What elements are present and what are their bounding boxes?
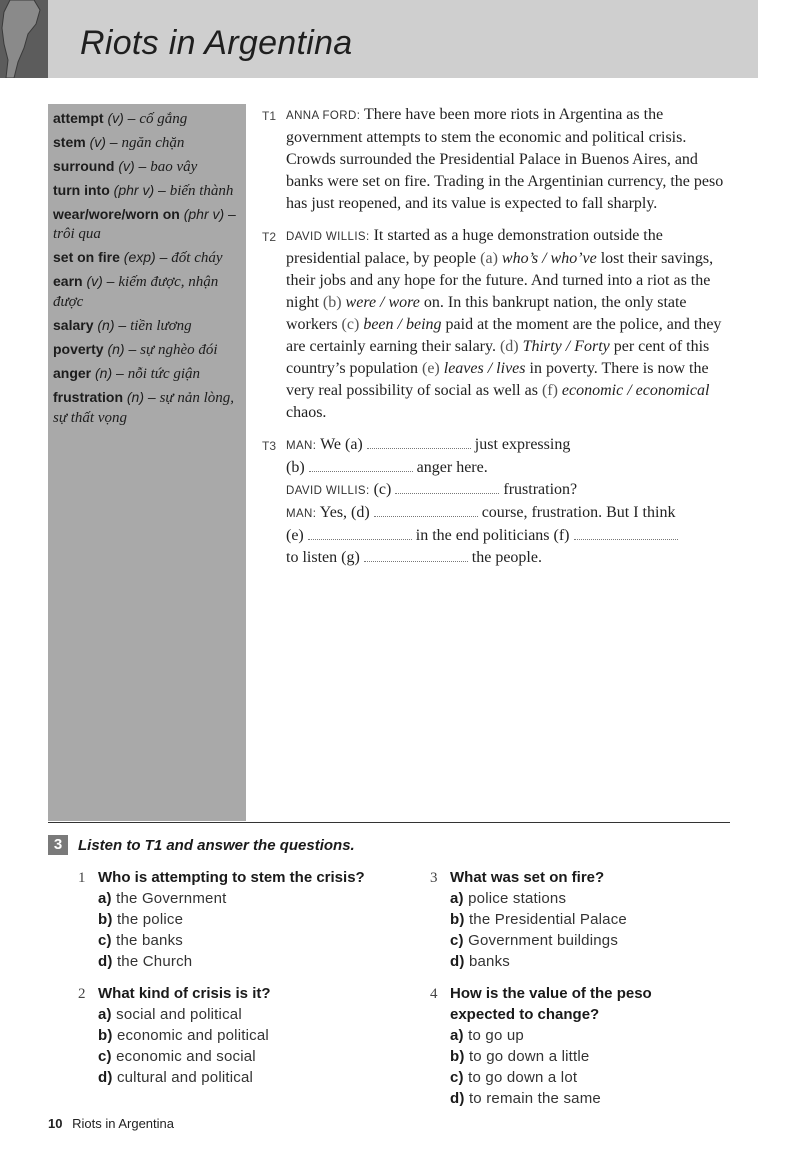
vocab-item xyxy=(53,157,242,177)
vocab-meaning: bao vây xyxy=(150,159,198,175)
vocab-meaning: ngăn chặn xyxy=(121,135,185,151)
answer-option[interactable] xyxy=(450,1046,690,1067)
transcript-text: per cent of this country’s population xyxy=(286,338,710,377)
vocab-term: salary xyxy=(53,317,94,333)
vocab-item xyxy=(53,364,242,384)
option-letter: b) xyxy=(98,1027,113,1044)
vocab-pos: (n) xyxy=(95,365,113,381)
question-text: What was set on fire? xyxy=(450,869,605,886)
question-4 xyxy=(430,983,690,1109)
blank-c[interactable] xyxy=(395,483,499,494)
answer-option[interactable] xyxy=(450,888,750,909)
south-america-map-image xyxy=(0,0,48,78)
word-choice-b: were / wore xyxy=(345,294,420,311)
word-choice-e: leaves / lives xyxy=(443,360,526,377)
line-text: just expressing xyxy=(474,436,571,453)
option-text: cultural and political xyxy=(116,1069,254,1086)
line-text: course, frustration. But I think xyxy=(481,504,676,521)
vocab-term: earn xyxy=(53,273,83,289)
option-text: to remain the same xyxy=(468,1090,601,1107)
blank-a[interactable] xyxy=(367,438,471,449)
vocab-separator: – xyxy=(224,206,236,222)
vocab-item xyxy=(53,181,242,201)
exercise-number-badge: 3 xyxy=(48,835,68,855)
vocab-item xyxy=(53,272,242,312)
transcript-text: paid at the moment are the police, and they are certainly earning their salary. xyxy=(286,316,722,355)
speaker-name: ANNA FORD: xyxy=(286,110,361,122)
page-title: Riots in Argentina xyxy=(80,24,353,62)
blank-d[interactable] xyxy=(374,506,478,517)
word-choice-d: Thirty / Forty xyxy=(522,338,610,355)
question-number: 4 xyxy=(430,986,438,1002)
option-letter: c) xyxy=(98,932,112,949)
option-text: police stations xyxy=(468,890,567,907)
answer-option[interactable] xyxy=(98,1046,398,1067)
transcripts xyxy=(262,104,724,579)
vocab-meaning: tiền lương xyxy=(130,318,192,334)
dialogue-line xyxy=(286,479,724,502)
transcript-t2 xyxy=(262,225,724,424)
transcript-t3 xyxy=(262,434,724,569)
vocab-meaning: sự nghèo đói xyxy=(140,342,218,358)
word-choice-c: been / being xyxy=(363,316,442,333)
option-letter: d) xyxy=(98,1069,113,1086)
choice-label: (b) xyxy=(322,294,342,311)
answer-option[interactable] xyxy=(98,888,398,909)
vocab-pos: (v) xyxy=(107,110,124,126)
transcript-text: It started as a huge demonstration outside the presidential palace, by people xyxy=(286,227,663,267)
vocab-item xyxy=(53,388,242,428)
question-text: What kind of crisis is it? xyxy=(98,985,271,1002)
vocab-item xyxy=(53,133,242,153)
option-letter: c) xyxy=(450,932,464,949)
vocab-separator: – xyxy=(124,341,141,357)
line-text: (b) xyxy=(286,459,305,476)
answer-option[interactable] xyxy=(450,951,750,972)
vocab-item xyxy=(53,109,242,129)
question-2 xyxy=(78,983,398,1088)
line-text: the people. xyxy=(471,549,542,566)
option-text: to go down a little xyxy=(468,1048,590,1065)
choice-label: (a) xyxy=(480,250,498,267)
speaker-name: MAN: xyxy=(286,440,317,452)
option-text: the Church xyxy=(116,953,193,970)
vocab-term: poverty xyxy=(53,341,104,357)
vocab-pos: (n) xyxy=(107,341,125,357)
vocab-pos: (v) xyxy=(89,134,106,150)
option-letter: a) xyxy=(98,1006,112,1023)
vocab-separator: – xyxy=(105,134,122,150)
option-text: social and political xyxy=(116,1006,242,1023)
vocab-meaning: đốt cháy xyxy=(171,250,223,266)
transcript-text: lost their savings, their jobs and any hope for the future. And turned into a riot as the night xyxy=(286,250,714,311)
title-banner xyxy=(0,0,758,78)
vocab-pos: (v) xyxy=(118,158,135,174)
option-text: the Presidential Palace xyxy=(468,911,627,928)
line-text: (c) xyxy=(373,481,392,498)
option-text: the banks xyxy=(116,932,183,949)
question-1 xyxy=(78,867,398,972)
transcript-text: on. In this bankrupt nation, the only state workers xyxy=(286,294,687,333)
question-number: 3 xyxy=(430,870,438,886)
line-text: in the end politicians (f) xyxy=(415,527,570,544)
transcript-text: in poverty. There is now the very real possibility of social as well as xyxy=(286,360,709,399)
answer-option[interactable] xyxy=(98,951,398,972)
line-text: frustration? xyxy=(503,481,578,498)
speaker-name: DAVID WILLIS: xyxy=(286,485,370,497)
answer-option[interactable] xyxy=(450,1088,690,1109)
running-title: Riots in Argentina xyxy=(72,1116,174,1131)
choice-label: (d) xyxy=(499,338,519,355)
option-letter: c) xyxy=(98,1048,112,1065)
vocab-separator: – xyxy=(123,110,140,126)
answer-option[interactable] xyxy=(98,1025,398,1046)
option-letter: c) xyxy=(450,1069,464,1086)
dialogue-line xyxy=(286,525,724,547)
line-text: to listen (g) xyxy=(286,549,360,566)
answer-option[interactable] xyxy=(450,930,750,951)
word-choice-a: who’s / who’ve xyxy=(501,250,597,267)
answer-option[interactable] xyxy=(98,1067,398,1088)
question-text: Who is attempting to stem the crisis? xyxy=(98,869,365,886)
vocab-pos: (exp) xyxy=(123,249,156,265)
choice-label: (e) xyxy=(421,360,440,377)
option-letter: a) xyxy=(450,890,464,907)
vocab-term: attempt xyxy=(53,110,104,126)
vocab-meaning: trôi qua xyxy=(53,226,101,242)
vocab-separator: – xyxy=(144,389,160,405)
word-choice-f: economic / economical xyxy=(561,382,710,399)
vocab-meaning: sự nản lòng, sự thất vọng xyxy=(53,390,235,426)
option-text: economic and social xyxy=(116,1048,256,1065)
question-text: How is the value of the peso expected to change? xyxy=(450,985,652,1023)
answer-option[interactable] xyxy=(98,930,398,951)
option-text: economic and political xyxy=(116,1027,269,1044)
option-text: Government buildings xyxy=(468,932,619,949)
vocab-pos: (phr v) xyxy=(183,206,225,222)
vocab-term: anger xyxy=(53,365,92,381)
vocab-separator: – xyxy=(155,249,172,265)
answer-option[interactable] xyxy=(450,1025,690,1046)
vocab-separator: – xyxy=(154,182,170,198)
option-text: to go up xyxy=(468,1027,524,1044)
option-letter: a) xyxy=(450,1027,464,1044)
vocabulary-list xyxy=(48,104,246,428)
transcript-text: There have been more riots in Argentina as the government attempts to stem the economic and political crisis. Crowds surrounded the Presidential Palace in Buenos Aires, and banks were set on fire. Trading in the Argentinian currency, the peso has just reopened, and its value is expected to fall sharply. xyxy=(286,106,724,212)
vocab-separator: – xyxy=(102,273,119,289)
option-letter: d) xyxy=(450,1090,465,1107)
vocab-meaning: kiếm được, nhận được xyxy=(53,274,219,310)
question-number: 1 xyxy=(78,870,86,886)
vocab-term: stem xyxy=(53,134,86,150)
transcript-t1 xyxy=(262,104,724,215)
vocab-pos: (phr v) xyxy=(113,182,155,198)
option-text: to go down a lot xyxy=(468,1069,578,1086)
question-number: 2 xyxy=(78,986,86,1002)
line-text: (e) xyxy=(286,527,304,544)
vocab-term: surround xyxy=(53,158,115,174)
answer-option[interactable] xyxy=(98,909,398,930)
vocab-meaning: biến thành xyxy=(169,183,234,199)
vocab-meaning: nỗi tức giận xyxy=(127,366,201,382)
vocab-item xyxy=(53,316,242,336)
vocab-term: set on fire xyxy=(53,249,120,265)
page-number: 10 xyxy=(48,1116,63,1131)
line-text: We (a) xyxy=(320,436,363,453)
vocab-pos: (n) xyxy=(97,317,115,333)
blank-g[interactable] xyxy=(364,551,468,562)
vocab-term: wear/wore/worn on xyxy=(53,206,180,222)
vocab-item xyxy=(53,248,242,268)
option-letter: b) xyxy=(450,1048,465,1065)
blank-b[interactable] xyxy=(309,461,413,472)
blank-e[interactable] xyxy=(308,529,412,540)
answer-option[interactable] xyxy=(98,1004,398,1025)
section-divider xyxy=(48,822,730,823)
speaker-name: DAVID WILLIS: xyxy=(286,231,370,243)
dialogue-line xyxy=(286,457,724,479)
option-letter: a) xyxy=(98,890,112,907)
option-letter: d) xyxy=(450,953,465,970)
dialogue-line xyxy=(286,434,724,457)
option-letter: b) xyxy=(98,911,113,928)
speaker-name: MAN: xyxy=(286,508,317,520)
vocab-pos: (v) xyxy=(86,273,103,289)
vocab-term: turn into xyxy=(53,182,110,198)
choice-label: (f) xyxy=(541,382,558,399)
transcript-number: T2 xyxy=(262,230,277,244)
vocab-meaning: cố gắng xyxy=(139,111,188,127)
vocab-item xyxy=(53,340,242,360)
answer-option[interactable] xyxy=(450,1067,690,1088)
vocab-pos: (n) xyxy=(126,389,145,405)
option-letter: d) xyxy=(98,953,113,970)
dialogue-line xyxy=(286,547,724,569)
exercise-instruction: Listen to T1 and answer the questions. xyxy=(78,836,355,854)
transcript-number: T1 xyxy=(262,109,277,123)
page-footer xyxy=(48,1116,174,1131)
blank-f[interactable] xyxy=(574,529,678,540)
question-3 xyxy=(430,867,750,972)
line-text: Yes, (d) xyxy=(319,504,370,521)
transcript-text: chaos. xyxy=(286,404,327,421)
transcript-number: T3 xyxy=(262,439,277,453)
dialogue-line xyxy=(286,502,724,525)
vocabulary-box xyxy=(48,104,246,821)
option-text: the police xyxy=(116,911,184,928)
option-text: banks xyxy=(468,953,510,970)
option-letter: b) xyxy=(450,911,465,928)
line-text: anger here. xyxy=(416,459,488,476)
vocab-term: frustration xyxy=(53,389,123,405)
exercise-heading xyxy=(48,835,355,855)
vocab-separator: – xyxy=(112,365,128,381)
choice-label: (c) xyxy=(341,316,360,333)
vocab-item xyxy=(53,205,242,244)
vocab-separator: – xyxy=(114,317,131,333)
answer-option[interactable] xyxy=(450,909,750,930)
vocab-separator: – xyxy=(134,158,151,174)
option-text: the Government xyxy=(116,890,227,907)
